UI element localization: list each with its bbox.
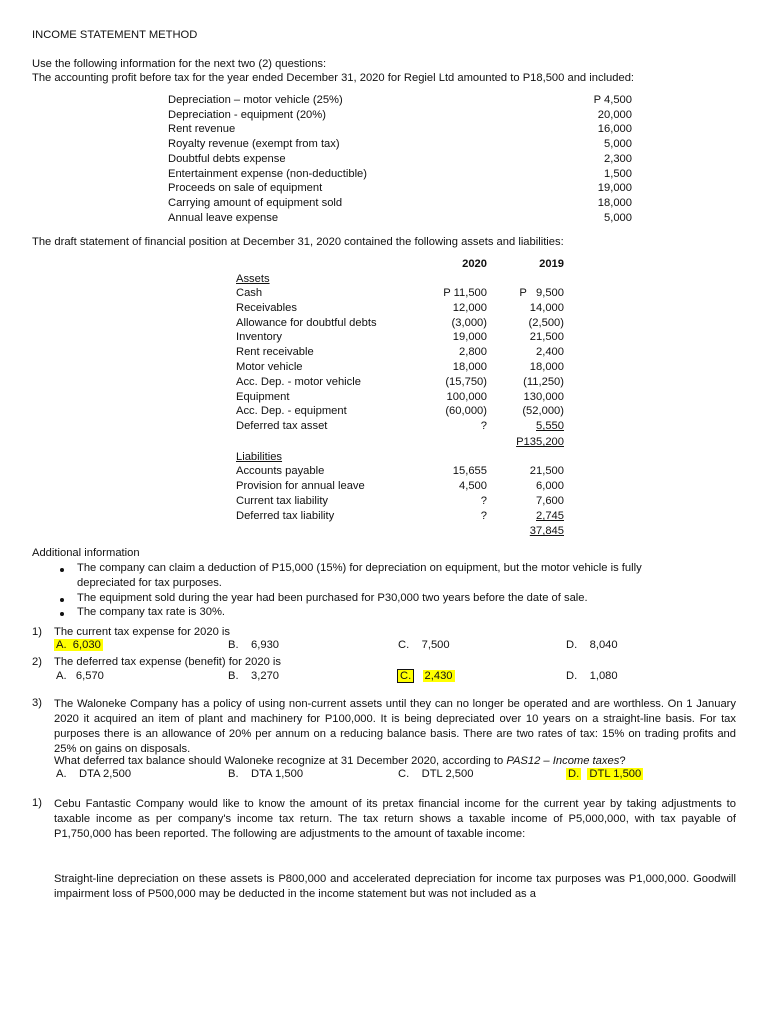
asset-label: Receivables	[236, 301, 297, 314]
q1-number: 1)	[32, 626, 42, 638]
liability-value-2019: 2,745	[536, 510, 564, 522]
liability-value-2019: 21,500	[529, 465, 564, 477]
asset-value-2020: 2,800	[459, 346, 487, 359]
liability-value-2020: ?	[480, 510, 487, 522]
asset-value-2019: 2,400	[536, 346, 564, 359]
asset-label: Allowance for doubtful debts	[236, 316, 377, 329]
q1-option-c: C. 7,500	[398, 639, 450, 651]
asset-value-2019: (2,500)	[528, 316, 564, 329]
asset-value-2019: 130,000	[523, 390, 564, 403]
profit-item-value: 5,000	[604, 211, 632, 224]
profit-item-value: 16,000	[597, 123, 632, 136]
q4-text: Cebu Fantastic Company would like to know the amount of its pretax financial income for the current year by taking adjustments to taxable income as per company's income tax return. The tax return shows a taxable income of P5,000,000, with tax payable of P1,750,000 has been reported. The following are adjustments to the amount of taxable income:	[54, 798, 736, 840]
q2-option-c-value-highlight: 2,430	[424, 670, 453, 682]
asset-value-2020: (60,000)	[445, 405, 487, 418]
asset-value-2019: 18,000	[529, 361, 564, 373]
q4-text-2: Straight-line depreciation on these assets is P800,000 and accelerated depreciation for income tax purposes was P1,000,000. Goodwill impairment loss of P500,000 may be deducted in the income statement but was not included as a	[54, 873, 736, 900]
liabilities-heading: Liabilities	[236, 451, 283, 463]
asset-value-2020: ?	[480, 420, 487, 433]
liability-value-2020: 4,500	[459, 480, 487, 492]
bullet-1-line-2: depreciated for tax purposes.	[77, 577, 222, 589]
q1-text: The current tax expense for 2020 is	[54, 626, 230, 638]
profit-item-value: P 4,500	[593, 94, 632, 106]
liability-label: Deferred tax liability	[236, 510, 335, 522]
q1-option-a-highlight: A. 6,030	[56, 639, 101, 651]
asset-label: Cash	[236, 287, 263, 299]
asset-value-2020: (3,000)	[451, 316, 487, 329]
profit-item-label: Entertainment expense (non-deductible)	[168, 167, 368, 180]
q3-text: The Waloneke Company has a policy of using non-current assets until they can no longer be operated and are worthless. On 1 January 2020 it acquired an item of plant and machinery for P100,000. It is being depreciated over 10 years on a straight-line basis. For tax purposes there is an allowance of 20% per annum on a reducing balance basis. There are two rates of tax: 15% on trading profits and 25% on gains on disposals.	[54, 698, 736, 755]
asset-value-2020: 19,000	[452, 331, 487, 344]
assets-total-2019: P135,200	[516, 436, 564, 448]
bullet-1-line-1: The company can claim a deduction of P15,000 (15%) for depreciation on equipment, but the motor vehicle is fully	[77, 562, 642, 574]
profit-item-label: Depreciation - equipment (20%)	[168, 108, 326, 121]
bullet-dot	[60, 612, 64, 616]
assets-heading: Assets	[236, 273, 270, 285]
liability-value-2020: 15,655	[452, 465, 487, 477]
asset-label: Acc. Dep. - equipment	[236, 405, 347, 418]
asset-label: Deferred tax asset	[236, 420, 328, 433]
bullet-dot	[60, 568, 64, 572]
asset-label: Equipment	[236, 390, 290, 403]
q2-text: The deferred tax expense (benefit) for 2020 is	[54, 656, 281, 668]
q2-option-b: B. 3,270	[228, 670, 280, 682]
profit-item-value: 19,000	[597, 182, 632, 195]
q3-number: 3)	[32, 697, 42, 709]
profit-item-label: Proceeds on sale of equipment	[168, 182, 323, 195]
asset-value-2019: 21,500	[529, 331, 564, 344]
asset-label: Acc. Dep. - motor vehicle	[236, 375, 361, 388]
liability-value-2019: 7,600	[536, 495, 564, 507]
asset-value-2020: 100,000	[446, 390, 487, 403]
bullet-dot	[60, 598, 64, 602]
q2-option-a: A. 6,570	[56, 670, 104, 682]
q1-option-d: D. 8,040	[566, 639, 618, 651]
asset-label: Rent receivable	[236, 346, 314, 359]
q1-option-b: B. 6,930	[228, 639, 280, 651]
profit-item-value: 5,000	[604, 138, 632, 151]
asset-label: Motor vehicle	[236, 361, 303, 373]
q2-option-d: D. 1,080	[566, 670, 618, 682]
asset-value-2019: (52,000)	[522, 405, 564, 418]
liability-label: Accounts payable	[236, 465, 325, 477]
q3-option-b: B. DTA 1,500	[228, 768, 304, 780]
page-title: INCOME STATEMENT METHOD	[32, 29, 198, 41]
q3-option-a: A. DTA 2,500	[56, 768, 132, 780]
profit-item-label: Annual leave expense	[168, 211, 279, 224]
q3-option-c: C. DTL 2,500	[398, 768, 474, 780]
profit-item-value: 20,000	[597, 108, 632, 121]
q2-number: 2)	[32, 656, 42, 668]
asset-value-2019: 14,000	[529, 301, 564, 314]
q2-option-c	[398, 670, 455, 682]
profit-item-label: Depreciation – motor vehicle (25%)	[168, 94, 343, 106]
profit-item-label: Doubtful debts expense	[168, 152, 286, 165]
q3-option-d	[566, 768, 643, 780]
q3-question: What deferred tax balance should Waloneke recognize at 31 December 2020, according to PAS12 – Income taxes?	[54, 755, 626, 767]
draft-text: The draft statement of financial position at December 31, 2020 contained the following assets and liabilities:	[32, 236, 564, 248]
intro-text: The accounting profit before tax for the year ended December 31, 2020 for Regiel Ltd amounted to P18,500 and included:	[32, 72, 635, 84]
profit-item-value: 1,500	[604, 167, 632, 180]
profit-item-value: 2,300	[604, 152, 632, 165]
liability-label: Provision for annual leave	[236, 480, 365, 492]
intro-heading: Use the following information for the next two (2) questions:	[32, 58, 327, 70]
q4-number: 1)	[32, 797, 42, 809]
liability-value-2020: ?	[480, 495, 487, 507]
liabilities-total-2019: 37,845	[529, 525, 564, 537]
profit-item-value: 18,000	[597, 196, 632, 209]
profit-item-label: Rent revenue	[168, 123, 236, 136]
asset-value-2020: (15,750)	[445, 375, 487, 388]
q2-option-c-label-highlight: C.	[400, 670, 412, 682]
asset-value-2019: P 9,500	[519, 287, 564, 299]
asset-value-2020: P 11,500	[443, 287, 487, 299]
asset-value-2020: 12,000	[452, 301, 487, 314]
year-2020-header: 2020	[462, 258, 487, 270]
asset-label: Inventory	[236, 331, 283, 344]
asset-value-2019: 5,550	[536, 420, 564, 433]
asset-value-2019: (11,250)	[523, 375, 564, 388]
liability-value-2019: 6,000	[536, 480, 564, 492]
q3-option-d-value-highlight: DTL 1,500	[589, 768, 642, 780]
q3-option-d-label-highlight: D.	[568, 768, 580, 780]
bullet-2: The equipment sold during the year had been purchased for P30,000 two years before the date of sale.	[77, 592, 588, 604]
profit-item-label: Royalty revenue (exempt from tax)	[168, 138, 340, 151]
q1-option-a	[54, 639, 103, 651]
asset-value-2020: 18,000	[452, 361, 487, 373]
additional-heading: Additional information	[32, 547, 140, 559]
year-2019-header: 2019	[539, 258, 564, 270]
profit-item-label: Carrying amount of equipment sold	[168, 196, 343, 209]
bullet-3: The company tax rate is 30%.	[77, 606, 225, 618]
liability-label: Current tax liability	[236, 495, 329, 507]
